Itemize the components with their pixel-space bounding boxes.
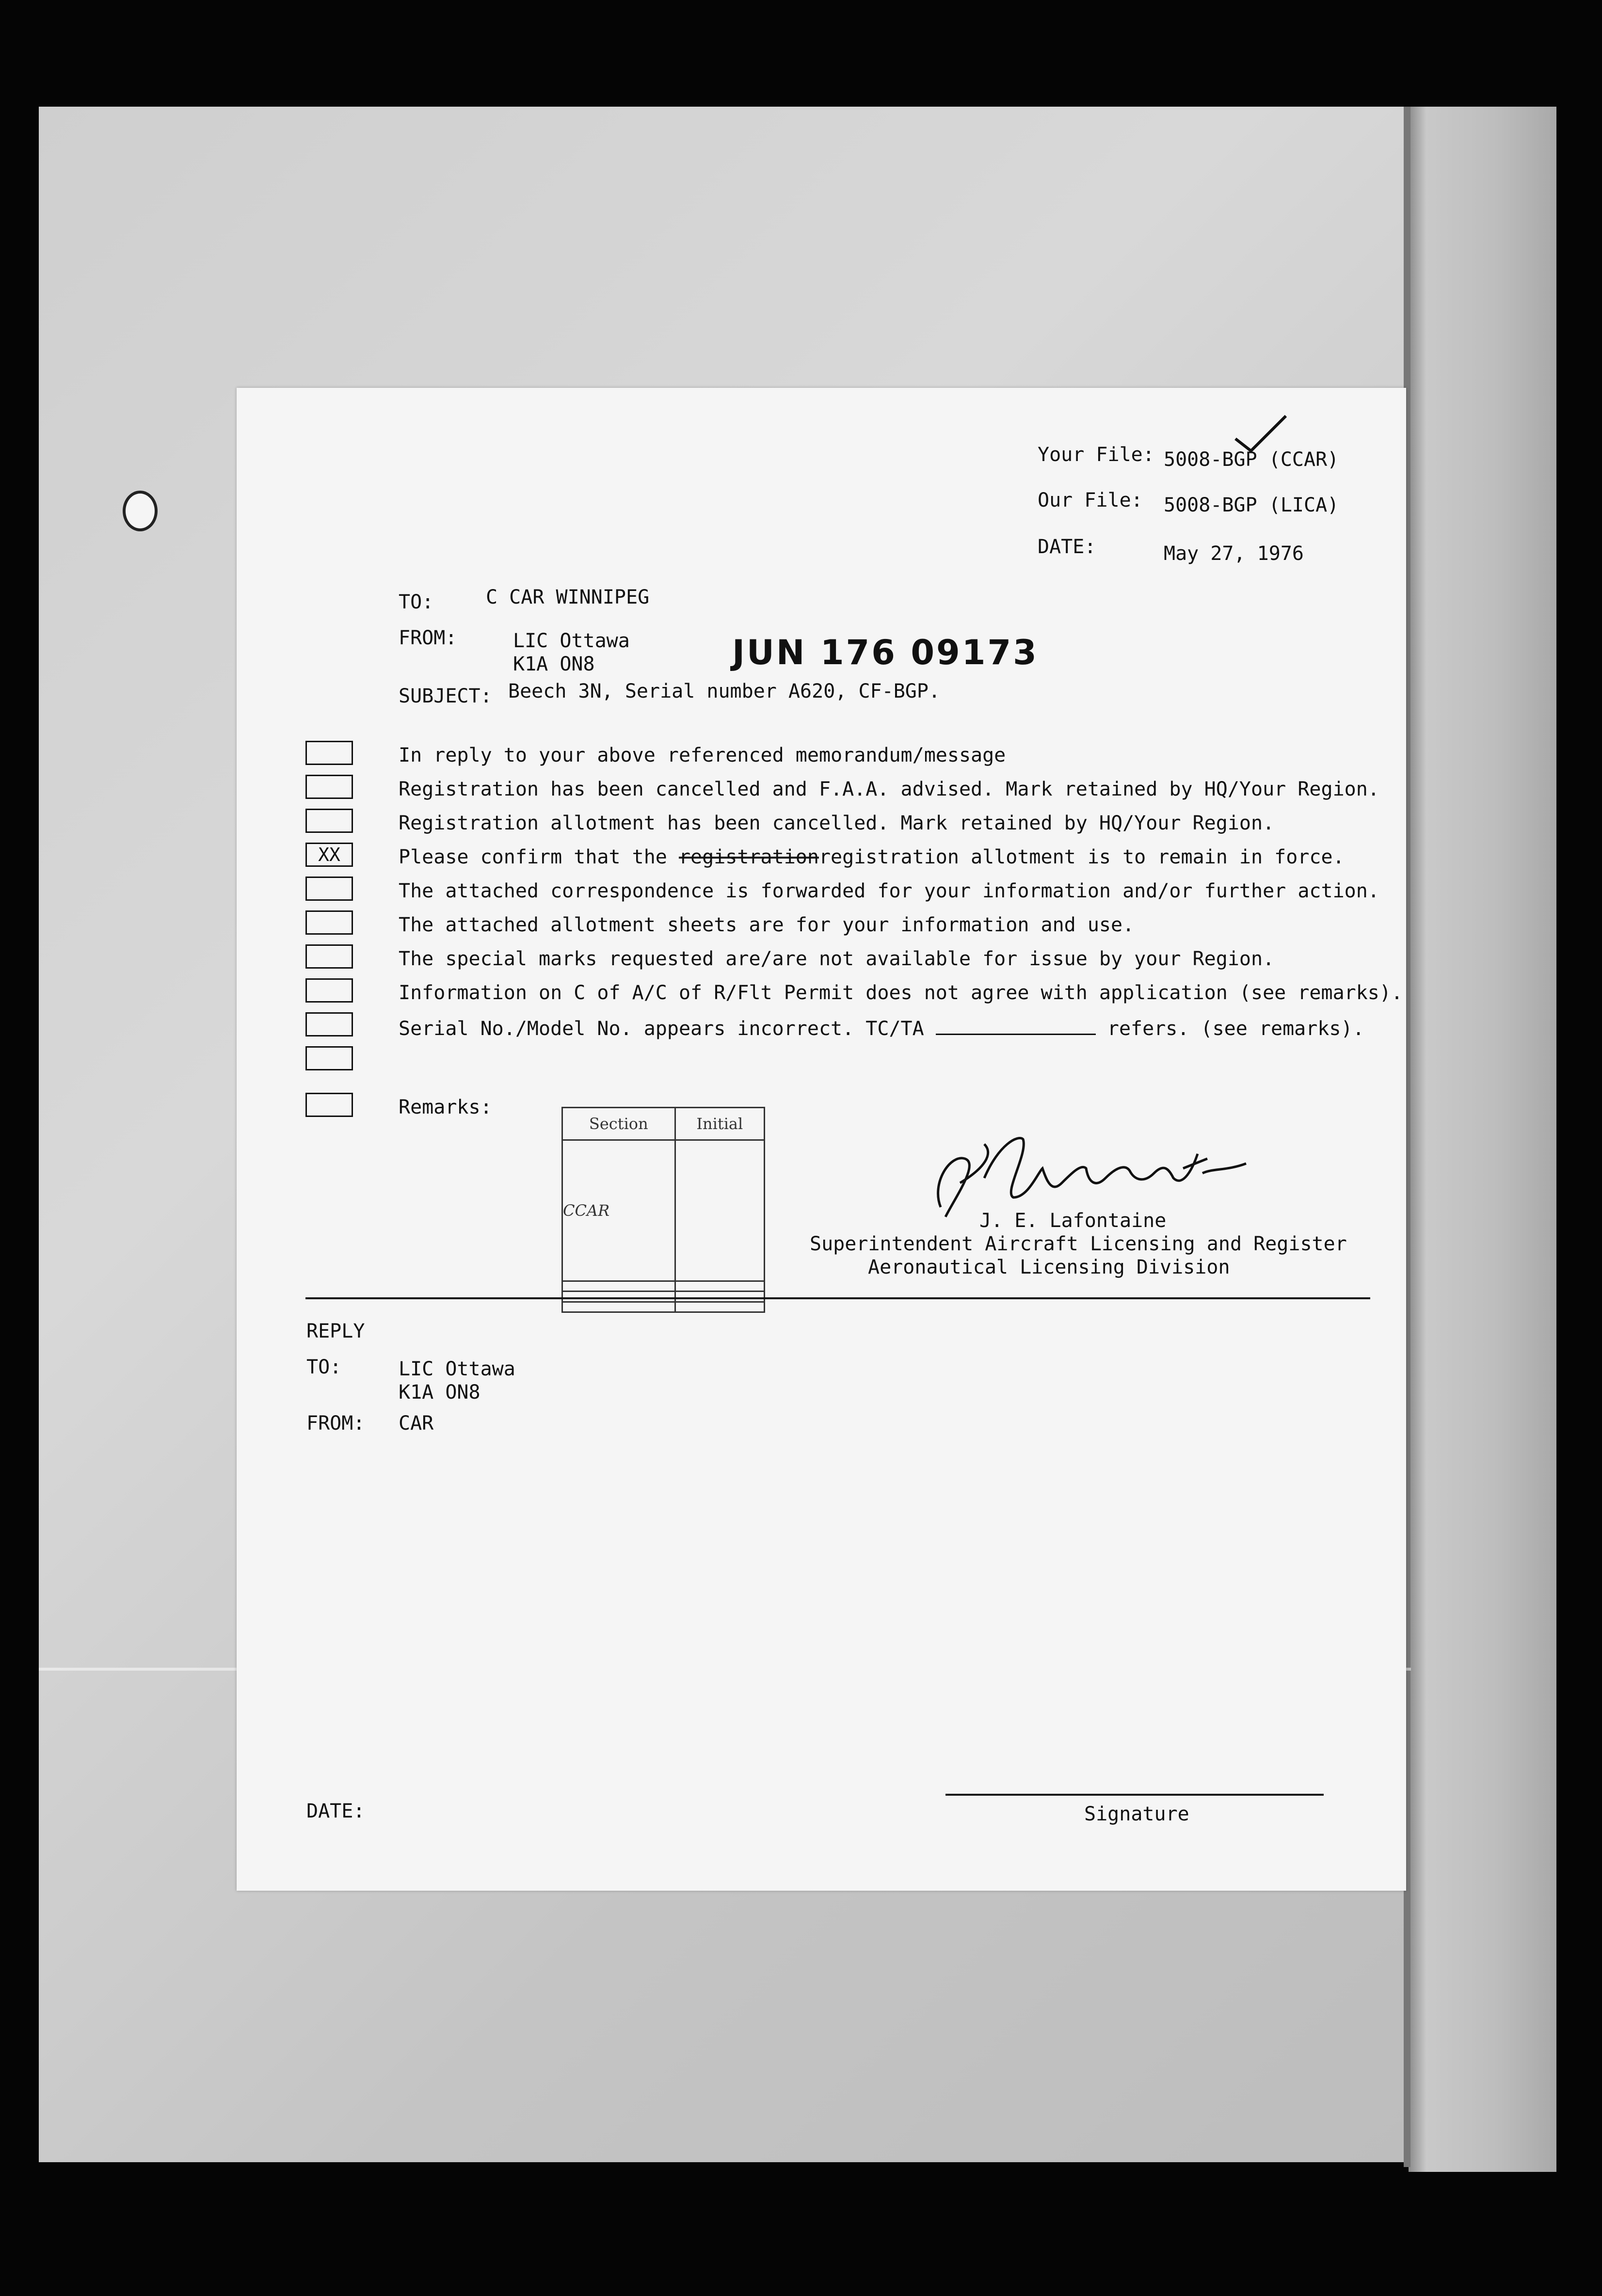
checkbox-7[interactable] [305,944,353,969]
reply-date-label: DATE: [306,1800,365,1822]
checklist-text: Serial No./Model No. appears incorrect. TC/TA [399,1018,936,1040]
signatory-division: Aeronautical Licensing Division [868,1256,1230,1278]
checkbox-11[interactable] [305,1093,353,1117]
received-stamp: JUN 176 09173 [732,633,1039,672]
signatory-title: Superintendent Aircraft Licensing and Register [810,1233,1347,1255]
from-label: FROM: [399,627,457,649]
punch-hole [123,491,158,531]
checklist-text: Please confirm that the [399,846,679,868]
reply-to-line1: LIC Ottawa [399,1358,515,1380]
signature-label: Signature [1084,1803,1189,1825]
checklist-item: The attached allotment sheets are for your information and use. [399,914,1135,936]
routing-header-initial: Initial [675,1108,764,1140]
routing-cell [675,1302,764,1312]
checklist-item-serial [399,1017,1364,1038]
checklist-item: Information on C of A/C of R/Flt Permit does not agree with application (see remarks). [399,982,1403,1004]
checkbox-10[interactable] [305,1046,353,1070]
checkbox-1[interactable] [305,741,353,765]
reply-heading: REPLY [306,1320,365,1342]
checkbox-2[interactable] [305,775,353,799]
checklist-item: In reply to your above referenced memorandum/message [399,744,1006,766]
to-value: C CAR WINNIPEG [486,586,650,608]
your-file-label: Your File: [1038,444,1154,466]
checkbox-4[interactable]: XX [305,843,353,867]
our-file-value: 5008-BGP (LICA) [1164,494,1339,516]
checkbox-9[interactable] [305,1012,353,1036]
date-value: May 27, 1976 [1164,542,1304,565]
from-line2: K1A ON8 [513,653,595,675]
checklist-text: refers. (see remarks). [1095,1018,1364,1040]
routing-header-section: Section [562,1108,675,1140]
checklist-item: Registration allotment has been cancelled. Mark retained by HQ/Your Region. [399,812,1275,834]
routing-cell [562,1302,675,1312]
reply-to-line2: K1A ON8 [399,1381,481,1403]
checklist-text: registration allotment is to remain in force. [818,846,1345,868]
date-label: DATE: [1038,536,1096,558]
checkbox-5[interactable] [305,877,353,901]
routing-cell [562,1292,675,1302]
our-file-label: Our File: [1038,489,1143,511]
routing-cell [562,1281,675,1292]
checklist-item: The attached correspondence is forwarded for your information and/or further action. [399,880,1379,902]
reply-divider [305,1297,1370,1299]
routing-cell [675,1140,764,1281]
routing-cell [675,1281,764,1292]
subject-label: SUBJECT: [399,685,492,707]
routing-entry: CCAR [562,1140,675,1281]
reply-to-label: TO: [306,1356,342,1378]
from-line1: LIC Ottawa [513,630,630,652]
signatory-name: J. E. Lafontaine [979,1210,1167,1232]
routing-cell [675,1292,764,1302]
reply-from-value: CAR [399,1412,434,1435]
struck-word: registration [678,846,819,868]
to-label: TO: [399,591,434,613]
tc-ta-blank[interactable] [936,1017,1096,1035]
checklist-item: Registration has been cancelled and F.A.A. advised. Mark retained by HQ/Your Region. [399,778,1379,800]
check-mark-icon [1232,412,1290,456]
checklist-item-confirm [399,847,1345,867]
remarks-label: Remarks: [399,1096,492,1118]
folder-spine [1409,107,1556,2172]
checkbox-3[interactable] [305,809,353,833]
reply-from-label: FROM: [306,1412,365,1435]
checklist-item: The special marks requested are/are not available for issue by your Region. [399,948,1275,970]
your-file-value: 5008-BGP (CCAR) [1164,448,1339,471]
routing-table [561,1107,765,1313]
signature-line[interactable] [945,1794,1324,1796]
checkbox-6[interactable] [305,910,353,935]
checkbox-8[interactable] [305,978,353,1003]
subject-value: Beech 3N, Serial number A620, CF-BGP. [508,680,941,702]
